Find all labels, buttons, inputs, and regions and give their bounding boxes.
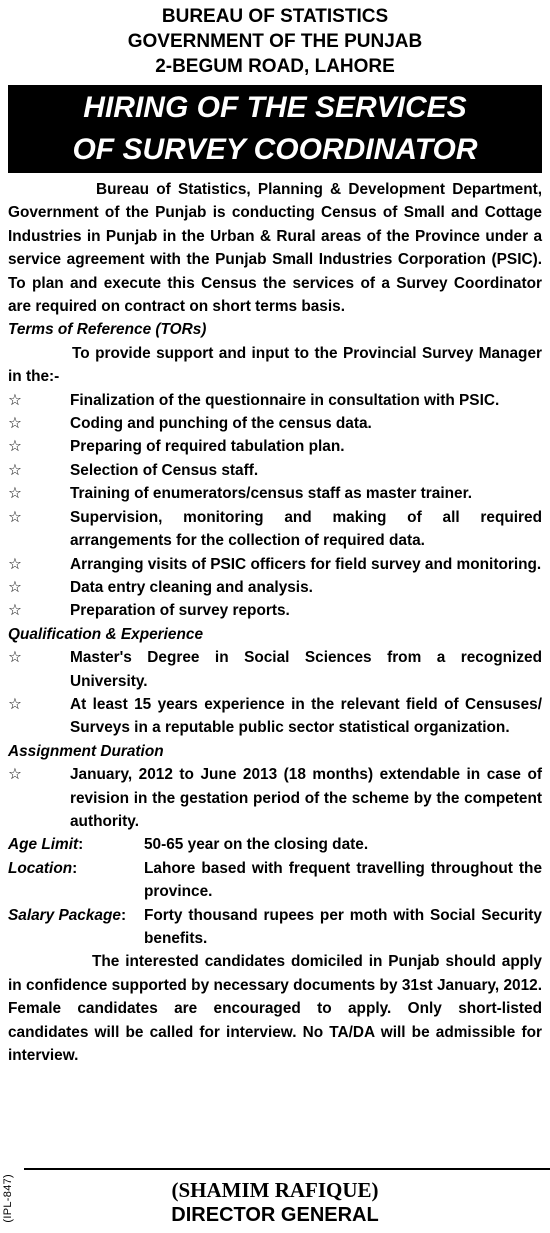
assignment-heading: Assignment Duration [8,742,164,760]
advertisement-body [8,178,542,1067]
details-list [8,833,542,950]
banner-line-2: OF SURVEY COORDINATOR [72,133,478,166]
qualification-heading: Qualification & Experience [8,625,204,643]
star-icon: ☆ [8,438,22,456]
star-icon: ☆ [8,555,22,573]
list-item: ☆ Preparing of required tabulation plan. [8,435,542,458]
assignment-list [8,763,542,833]
detail-key: Location: [8,859,78,877]
star-icon: ☆ [8,695,22,713]
detail-key: Age Limit: [8,836,84,854]
list-item: ☆ Arranging visits of PSIC officers for field survey and monitoring. [8,553,542,576]
tors-intro: To provide support and input to the Provincial Survey Manager in the:- [8,344,542,386]
star-icon: ☆ [8,766,22,784]
tors-list [8,389,542,623]
header-line-address: 2-BEGUM ROAD, LAHORE [155,56,395,77]
detail-age-limit [8,833,542,856]
detail-value: Forty thousand rupees per moth with Social Security benefits. [144,906,542,947]
list-item: ☆ Coding and punching of the census data. [8,412,542,435]
star-icon: ☆ [8,602,22,620]
signatory-name: (SHAMIM RAFIQUE) [171,1178,379,1202]
intro-paragraph: Bureau of Statistics, Planning & Development Department, Government of the Punjab is conducting Census of Small and Cottage Industries in Punjab in the Urban & Rural areas of the Province under a service agreement with the Punjab Small Industries Corporation (PSIC). To plan and execute this Census the services of a Survey Coordinator are required on contract on short terms basis. [8,181,542,316]
detail-location [8,857,542,904]
list-item: ☆ Training of enumerators/census staff as master trainer. [8,482,542,505]
signature-block [0,1168,550,1233]
star-icon: ☆ [8,578,22,596]
star-icon: ☆ [8,485,22,503]
list-item: ☆ At least 15 years experience in the relevant field of Censuses/ Surveys in a reputable public sector statistical organization. [8,693,542,740]
header-line-bureau: BUREAU OF STATISTICS [161,6,389,27]
detail-key: Salary Package: [8,906,127,924]
list-item: ☆ January, 2012 to June 2013 (18 months) extendable in case of revision in the gestation period of the scheme by the competent authority. [8,763,542,833]
closing-paragraph: The interested candidates domiciled in Punjab should apply in confidence supported by necessary documents by 31st January, 2012. Female candidates are encouraged to apply. Only short-listed candidates will be called for interview. No TA/DA will be admissible for interview. [8,953,542,1065]
qualification-list [8,646,542,740]
divider [24,1168,550,1170]
star-icon: ☆ [8,508,22,526]
list-item: ☆ Master's Degree in Social Sciences from a recognized University. [8,646,542,693]
star-icon: ☆ [8,415,22,433]
detail-value: Lahore based with frequent travelling throughout the province. [144,859,542,901]
title-banner [8,85,542,173]
list-item: ☆ Supervision, monitoring and making of all required arrangements for the collection of required data. [8,506,542,553]
detail-salary [8,904,542,951]
list-item: ☆ Selection of Census staff. [8,459,542,482]
tors-heading: Terms of Reference (TORs) [8,321,207,339]
list-item: ☆ Finalization of the questionnaire in consultation with PSIC. [8,389,542,412]
list-item: ☆ Data entry cleaning and analysis. [8,576,542,599]
signatory-title: DIRECTOR GENERAL [171,1204,379,1226]
list-item: ☆ Preparation of survey reports. [8,599,542,622]
star-icon: ☆ [8,649,22,667]
banner-line-1: HIRING OF THE SERVICES [83,91,467,124]
ad-code: (IPL-847) [2,1174,14,1223]
star-icon: ☆ [8,391,22,409]
header-line-government: GOVERNMENT OF THE PUNJAB [127,31,423,52]
detail-value: 50-65 year on the closing date. [144,836,369,854]
star-icon: ☆ [8,461,22,479]
